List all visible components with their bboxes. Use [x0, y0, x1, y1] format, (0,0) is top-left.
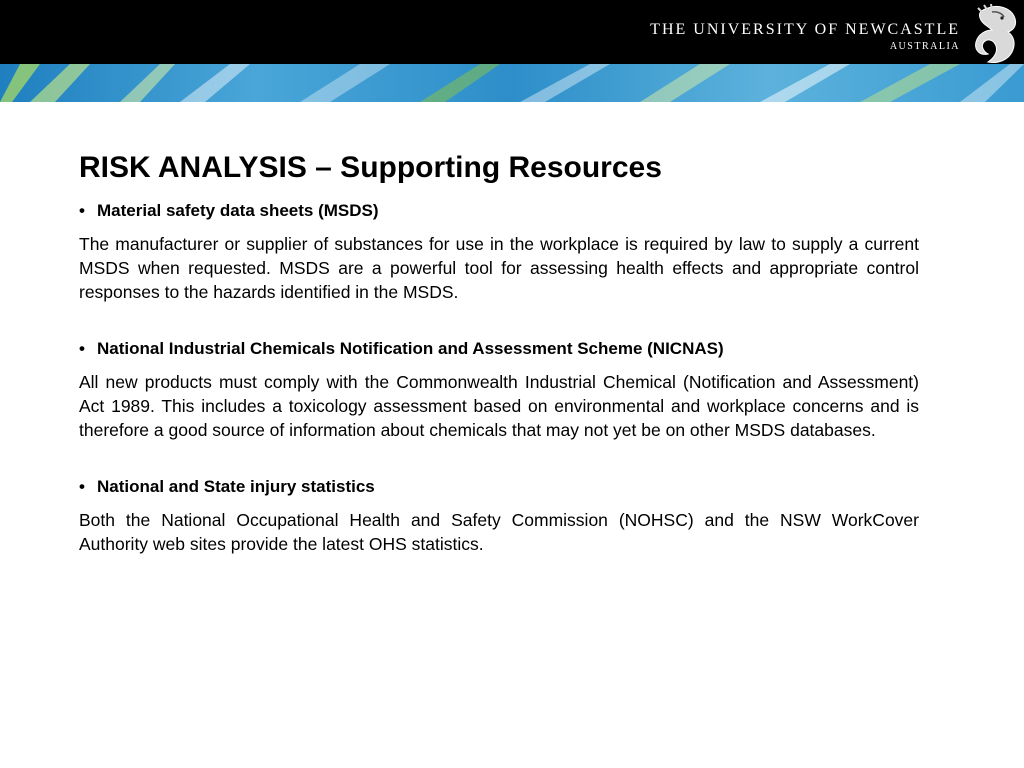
- section-heading-text: National Industrial Chemicals Notification and Assessment Scheme (NICNAS): [97, 339, 724, 358]
- section-msds: [79, 200, 919, 304]
- section-heading: [79, 476, 919, 498]
- section-heading-text: Material safety data sheets (MSDS): [97, 201, 379, 220]
- section-nicnas: [79, 338, 919, 442]
- slide-title: RISK ANALYSIS – Supporting Resources: [79, 151, 662, 184]
- header-bar: [0, 0, 1024, 64]
- section-heading: [79, 200, 919, 222]
- section-injury-statistics: [79, 476, 919, 556]
- bullet-icon: •: [79, 339, 85, 358]
- university-name: [650, 20, 960, 54]
- university-name-line1: THE UNIVERSITY OF NEWCASTLE: [650, 21, 960, 38]
- bullet-icon: •: [79, 201, 85, 220]
- slide-content: [79, 150, 919, 590]
- section-heading-text: National and State injury statistics: [97, 477, 375, 496]
- section-body: The manufacturer or supplier of substances for use in the workplace is required by law to supply a current MSDS when requested. MSDS are a powerful tool for assessing health effects and appropriate control responses to the hazards identified in the MSDS.: [79, 234, 919, 302]
- section-body: All new products must comply with the Commonwealth Industrial Chemical (Notification and Assessment) Act 1989. This includes a toxicology assessment based on environmental and workplace concerns and is therefore a good source of information about chemicals that may not yet be on other MSDS databases.: [79, 372, 919, 440]
- section-heading: [79, 338, 919, 360]
- section-body: Both the National Occupational Health and Safety Commission (NOHSC) and the NSW WorkCover Authority web sites provide the latest OHS statistics.: [79, 510, 919, 554]
- bullet-icon: •: [79, 477, 85, 496]
- header-decorative-band: [0, 64, 1024, 102]
- seahorse-crest-icon: [958, 2, 1024, 68]
- university-name-line2: AUSTRALIA: [889, 41, 960, 52]
